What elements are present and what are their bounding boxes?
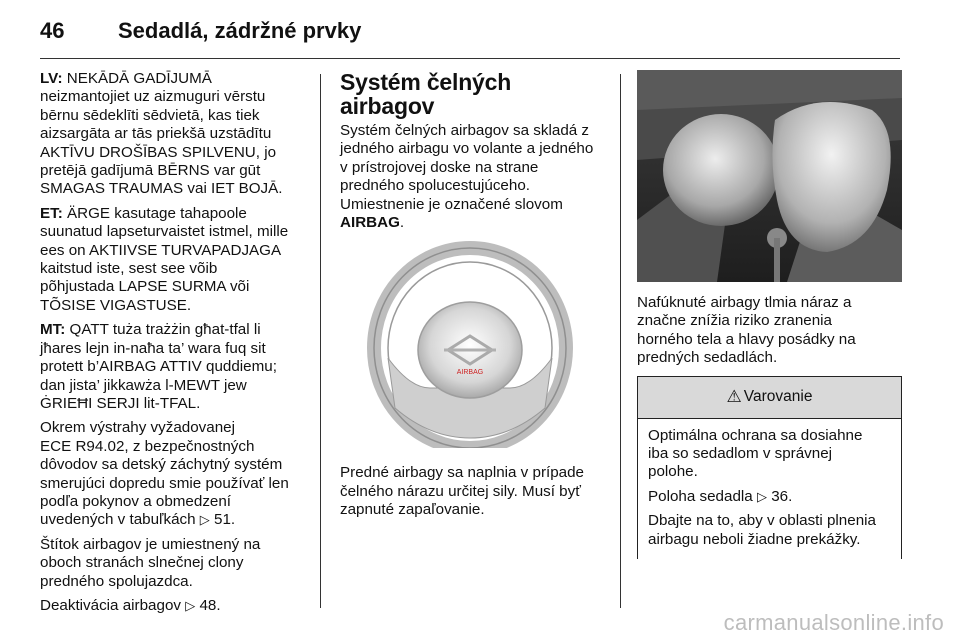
column-divider-2	[620, 74, 621, 608]
ece-text: Okrem výstrahy vyžadovanej ECE R94.02, z bezpečnostných dôvodov sa detský záchytný systém smerujúci dopredu smie používať len podľa pokynov a obmedzení uvedených v tabuľkách	[40, 419, 289, 529]
photo-caption: Nafúknuté airbagy tlmia náraz a značne znížia riziko zranenia horného tela a hlavy posádky na predných sedadlách.	[637, 294, 856, 367]
ece-paragraph	[40, 419, 308, 529]
page-number: 46	[40, 18, 65, 43]
reference-arrow-icon: ▷	[199, 512, 210, 528]
column-divider-1	[320, 74, 321, 608]
intro-end: .	[399, 214, 405, 232]
deploy-paragraph: Predné airbagy sa naplnia v prípade čelného nárazu určitej sily. Musí byť zapnuté zapaľovanie.	[340, 464, 585, 519]
middle-column	[340, 70, 604, 526]
watermark: carmanualsonline.info	[723, 610, 944, 635]
steering-wheel-illustration	[340, 238, 604, 448]
ece-page-link[interactable]: 51.	[214, 511, 236, 529]
lv-warning	[40, 70, 308, 199]
warning-text-3: Dbajte na to, aby v oblasti plnenia airbagu neboli žiadne prekážky.	[648, 512, 876, 548]
lang-code-et: ET:	[40, 204, 63, 222]
lang-code-lv: LV:	[40, 70, 63, 87]
reference-arrow-icon: ▷	[756, 488, 767, 504]
wheel-airbag-label: AIRBAG	[456, 369, 484, 377]
left-column	[40, 70, 308, 621]
reference-arrow-icon: ▷	[185, 597, 196, 613]
chapter-title: Sedadlá, zádržné prvky	[118, 18, 362, 43]
header-rule	[40, 58, 900, 59]
label-paragraph: Štítok airbagov je umiestnený na oboch stranách slnečnej clony predného spolujazdca.	[40, 535, 261, 590]
warning-triangle-icon: ⚠	[726, 386, 742, 406]
section-heading: Systém čelných airbagov	[340, 69, 512, 119]
warning-text-1: Optimálna ochrana sa dosiahne iba so sedadlom v správnej polohe.	[648, 426, 863, 481]
lv-warning-text: NEKĀDĀ GADĪJUMĀ neizmantojiet uz aizmuguri vērstu bērnu sēdeklīti sēdvietā, kas tiek aizsargāta ar tās priekšā uzstādītu AKTĪVU DROŠĪBAS SPILVENU, jo pretējā gadījumā BĒRNS var gūt SMAGAS TRAUMAS vai IET BOJĀ.	[40, 70, 283, 198]
right-column	[637, 70, 902, 559]
warning-title: Varovanie	[743, 387, 813, 405]
seat-position-page-link[interactable]: 36.	[771, 487, 793, 505]
airbag-keyword: AIRBAG	[340, 214, 400, 232]
warning-body	[638, 419, 901, 559]
lang-code-mt: MT:	[40, 321, 66, 339]
deactivation-text: Deaktivácia airbagov	[40, 596, 181, 614]
intro-text: Systém čelných airbagov sa skladá z jedného airbagu vo volante a jedného v prístrojovej doske na strane predného spolucestujúceho. Umiestnenie je označené slovom	[340, 122, 594, 213]
mt-warning-text: QATT tuża trażżin għat-tfal li jħares lejn in-naħa ta’ wara fuq sit protett b’AIRBAG ATTIV quddiemu; dan jista’ jikkawża l-MEWT jew ĠRIEĦI SERJI lit-TFAL.	[40, 321, 277, 412]
et-warning	[40, 205, 308, 315]
mt-warning	[40, 321, 308, 413]
intro-paragraph	[340, 122, 604, 232]
et-warning-text: ÄRGE kasutage tahapoole suunatud lapseturvaistet istmel, mille ees on AKTIIVSE TURVAPADJAGA kaitstud iste, sest see võib põhjustada LAPSE SURMA või TÕSISE VIGASTUSE.	[40, 204, 289, 314]
warning-text-2	[648, 488, 891, 506]
seat-position-text: Poloha sedadla	[648, 487, 753, 505]
warning-box	[637, 376, 902, 559]
deactivation-page-link[interactable]: 48.	[199, 596, 221, 614]
page-header	[40, 18, 361, 48]
deployed-airbags-photo	[637, 70, 902, 282]
deactivation-paragraph	[40, 597, 308, 615]
warning-header	[638, 377, 901, 419]
